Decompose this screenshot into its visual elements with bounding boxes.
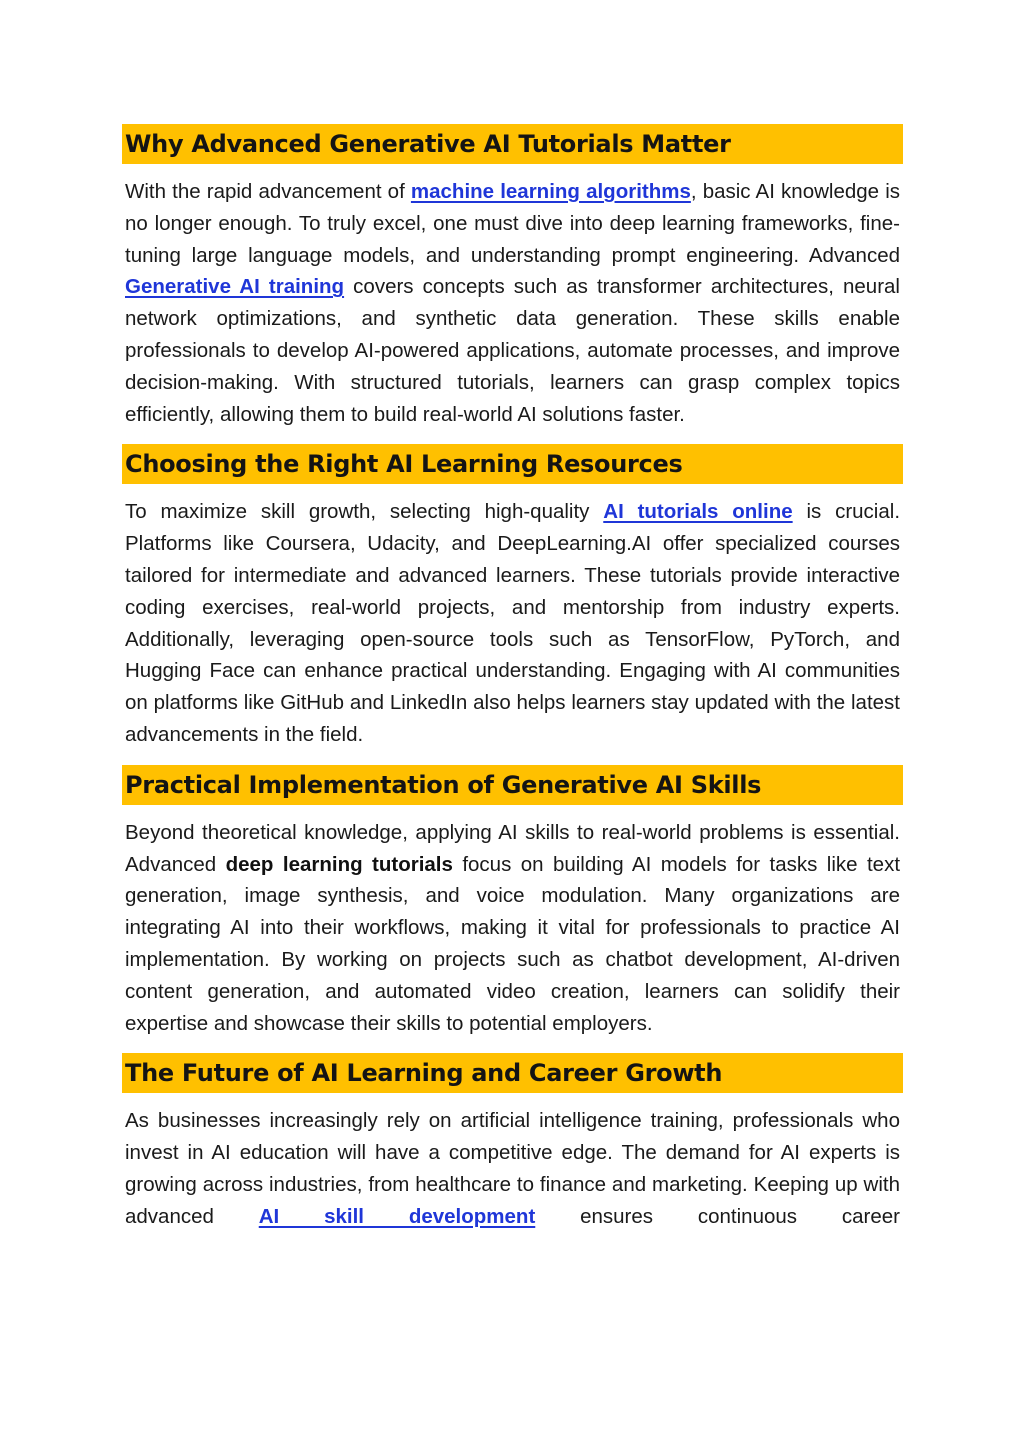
section-choosing-resources (122, 444, 903, 750)
section-heading: Choosing the Right AI Learning Resources (122, 444, 903, 484)
section-paragraph (122, 1093, 903, 1232)
ai-skill-development-link[interactable]: AI skill development (258, 1204, 536, 1228)
generative-ai-training-link[interactable]: Generative AI training (125, 275, 345, 299)
paragraph-text: To maximize skill growth, selecting high-quality (125, 500, 604, 524)
machine-learning-algorithms-link[interactable]: machine learning algorithms (410, 180, 691, 203)
ai-tutorials-online-link[interactable]: AI tutorials online (603, 500, 793, 524)
section-why-advanced (122, 124, 903, 430)
paragraph-text: covers concepts such as transformer architectures, neural network optimizations, and synthetic data generation. These skills enable professionals to develop AI-powered applications, automate processes, and improve decision-making. With structured tutorials, learners can grasp complex topics efficiently, allowing them to build real-world AI solutions faster. (125, 275, 900, 426)
document-page (122, 124, 903, 1233)
section-heading: Why Advanced Generative AI Tutorials Matter (122, 124, 903, 164)
section-heading: The Future of AI Learning and Career Growth (122, 1053, 903, 1093)
section-paragraph (122, 484, 903, 750)
paragraph-text: , basic AI knowledge is no longer enough. To truly excel, one must dive into deep learning frameworks, fine-tuning large language models, and understanding prompt engineering. Advanced (125, 180, 900, 267)
section-paragraph (122, 164, 903, 430)
paragraph-text: As businesses increasingly rely on artificial intelligence training, professionals who invest in AI education will have a competitive edge. The demand for AI experts is growing across industries, from healthcare to finance and marketing. Keeping up with advanced (125, 1109, 900, 1228)
section-practical-implementation (122, 765, 903, 1040)
section-paragraph (122, 805, 903, 1040)
section-heading: Practical Implementation of Generative AI Skills (122, 765, 903, 805)
section-future-ai-learning (122, 1053, 903, 1232)
deep-learning-tutorials-bold: deep learning tutorials (225, 852, 453, 876)
paragraph-text: ensures continuous career (535, 1204, 900, 1228)
paragraph-text: is crucial. Platforms like Coursera, Udacity, and DeepLearning.AI offer specialized courses tailored for intermediate and advanced learners. These tutorials provide interactive coding exercises, real-world projects, and mentorship from industry experts. Additionally, leveraging open-source tools such as TensorFlow, PyTorch, and Hugging Face can enhance practical understanding. Engaging with AI communities on platforms like GitHub and LinkedIn also helps learners stay updated with the latest advancements in the field. (125, 500, 901, 746)
paragraph-text: focus on building AI models for tasks like text generation, image synthesis, and voice modulation. Many organizations are integrating AI into their workflows, making it vital for professionals to practice AI implementation. By working on projects such as chatbot development, AI-driven content generation, and automated video creation, learners can solidify their expertise and showcase their skills to potential employers. (125, 852, 901, 1035)
paragraph-text: With the rapid advancement of (125, 180, 411, 203)
paragraph-text: Beyond theoretical knowledge, applying AI skills to real-world problems is essential. Advanced (125, 820, 900, 876)
